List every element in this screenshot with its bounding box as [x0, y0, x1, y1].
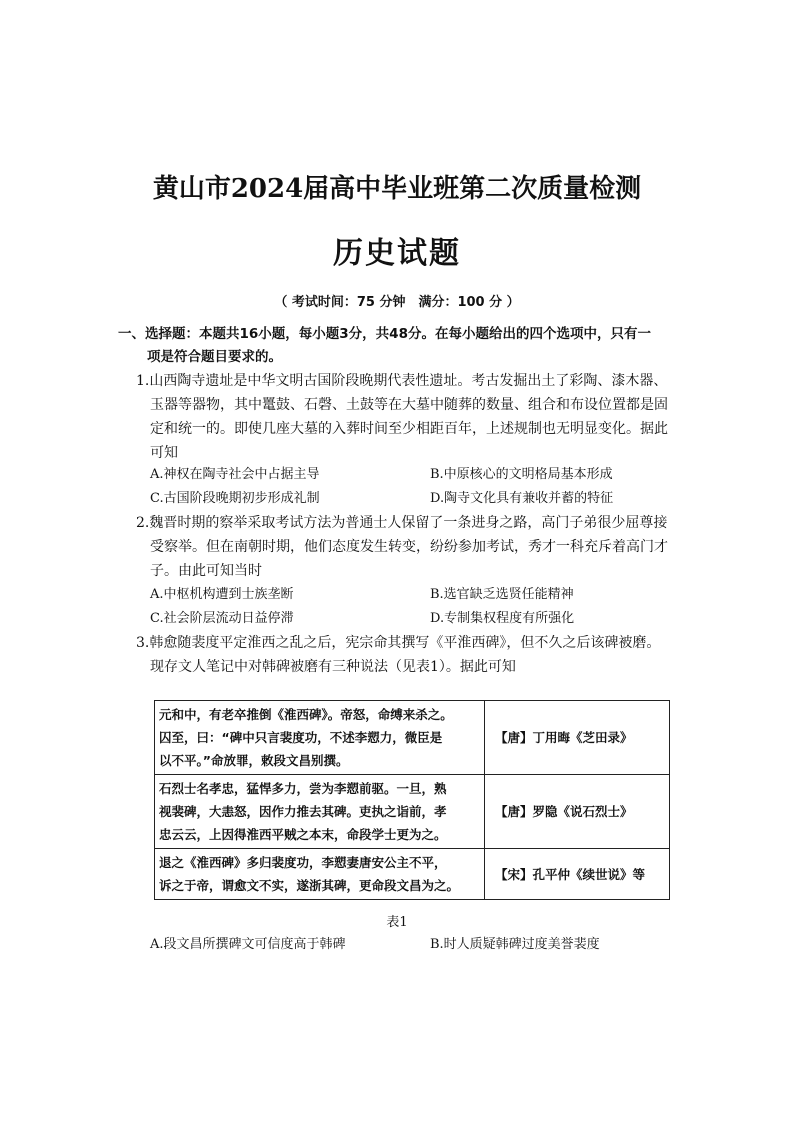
option-c: C.古国阶段晚期初步形成礼制: [150, 491, 320, 506]
cell-line: 囚至，曰：“碑中只言裴度功，不述李愬力，微臣是: [159, 730, 443, 745]
question-3-stem: [136, 631, 676, 679]
cell-line: 诉之于帝，谓愈文不实，遂浙其碑，更命段文昌为之。: [159, 878, 460, 893]
section-instructions: [118, 323, 678, 369]
question-2-stem: [136, 511, 676, 583]
question-line: 玉器等器物，其中鼍鼓、石磬、土鼓等在大墓中随葬的数量、组合和布设位置都是固: [150, 397, 668, 413]
question-1-options: [150, 463, 680, 511]
table-row: [155, 775, 670, 849]
question-1-stem: [136, 369, 676, 465]
cell-line: 元和中，有老卒推倒《淮西碑》。帝怒，命缚来杀之。: [159, 707, 453, 722]
cell-line: 石烈士名孝忠，猛悍多力，尝为李愬前驱。一旦，熟: [159, 781, 447, 796]
exam-title: 黄山市2024届高中毕业班第二次质量检测: [152, 174, 642, 204]
option-a: A.段文昌所撰碑文可信度高于韩碑: [150, 937, 346, 952]
question-2-options: [150, 583, 680, 631]
question-line: 3.韩愈随裴度平定淮西之乱之后，宪宗命其撰写《平淮西碑》，但不久之后该碑被磨。: [136, 635, 661, 651]
table-cell-source: 【唐】罗隐《说石烈士》: [485, 775, 670, 849]
table-cell-text: [155, 775, 485, 849]
question-3-options: [150, 933, 680, 957]
option-b: B.选官缺乏选贤任能精神: [430, 587, 574, 602]
table-cell-text: [155, 701, 485, 775]
question-line: 子。由此可知当时: [150, 563, 262, 579]
cell-line: 视裴碑，大恚怒，因作力推去其碑。吏执之诣前，孝: [159, 804, 447, 819]
option-c: C.社会阶层流动日益停滞: [150, 611, 294, 626]
section-instructions-line: 一、选择题：本题共16小题，每小题3分，共48分。在每小题给出的四个选项中，只有一: [118, 326, 651, 342]
option-a: A.中枢机构遭到士族垄断: [150, 587, 294, 602]
option-d: D.专制集权程度有所强化: [430, 611, 575, 626]
source-table: [154, 700, 670, 900]
table-cell-source: 【宋】孔平仲《续世说》等: [485, 849, 670, 900]
question-line: 定和统一的。即使几座大墓的入葬时间至少相距百年，上述规制也无明显变化。据此: [150, 421, 668, 437]
cell-line: 以不平。”命放罪，敕段文昌别撰。: [159, 753, 349, 768]
question-line: 现存文人笔记中对韩碑被磨有三种说法（见表1）。据此可知: [150, 659, 516, 675]
exam-time-score-info: （ 考试时间：75 分钟 满分：100 分 ）: [274, 295, 520, 310]
question-line: 2.魏晋时期的察举采取考试方法为普通士人保留了一条进身之路，高门子弟很少屈尊接: [136, 515, 668, 531]
table-cell-source: 【唐】丁用晦《芝田录》: [485, 701, 670, 775]
cell-line: 忠云云，上因得淮西平贼之本末，命段学士更为之。: [159, 827, 447, 842]
exam-subject-title: 历史试题: [333, 236, 461, 271]
table-row: [155, 701, 670, 775]
option-a: A.神权在陶寺社会中占据主导: [150, 467, 320, 482]
table-caption: 表1: [386, 915, 408, 930]
option-d: D.陶寺文化具有兼收并蓄的特征: [430, 491, 614, 506]
section-instructions-line: 项是符合题目要求的。: [147, 349, 282, 365]
table-cell-text: [155, 849, 485, 900]
table-row: [155, 849, 670, 900]
question-line: 可知: [150, 445, 178, 461]
option-b: B.时人质疑韩碑过度美誉裴度: [430, 937, 600, 952]
cell-line: 退之《淮西碑》多归裴度功，李愬妻唐安公主不平，: [159, 855, 447, 870]
question-line: 受察举。但在南朝时期，他们态度发生转变，纷纷参加考试，秀才一科充斥着高门才: [150, 539, 668, 555]
option-b: B.中原核心的文明格局基本形成: [430, 467, 613, 482]
question-line: 1.山西陶寺遗址是中华文明古国阶段晚期代表性遗址。考古发掘出土了彩陶、漆木器、: [136, 373, 668, 389]
